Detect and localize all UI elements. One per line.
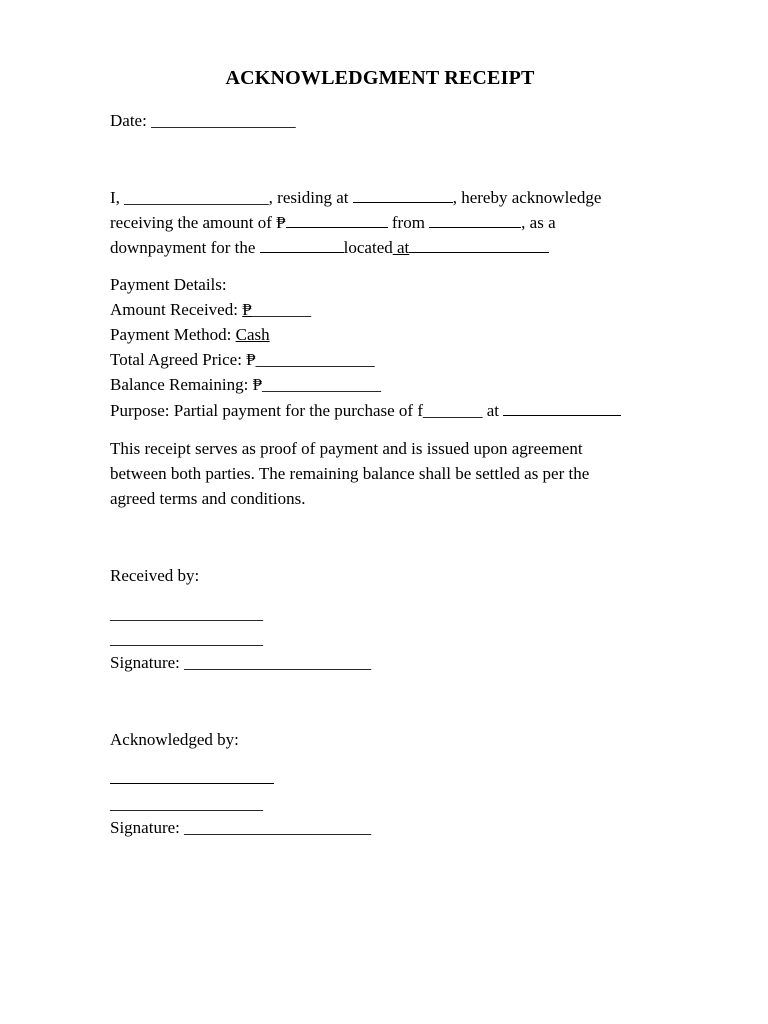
- peso-sign: ₱: [242, 300, 252, 319]
- intro-text: at: [392, 238, 410, 257]
- date-line: Date: _________________: [110, 111, 296, 130]
- intro-text: downpayment for the: [110, 238, 260, 257]
- balance-remaining-line: Balance Remaining: ₱______________: [110, 375, 382, 394]
- statement-line-2: between both parties. The remaining balance shall be settled as per the: [110, 464, 590, 483]
- purpose-line: [110, 400, 621, 421]
- address-blank: [353, 187, 453, 203]
- intro-line-2: [110, 212, 556, 233]
- purpose-text: Purpose: Partial payment for the purchase of f_______ at: [110, 401, 504, 420]
- amount-received-blank: _______: [251, 300, 312, 319]
- received-name-line: __________________: [110, 629, 263, 648]
- purpose-blank: [503, 400, 621, 416]
- intro-line-3: [110, 237, 549, 258]
- document-title: ACKNOWLEDGMENT RECEIPT: [225, 67, 535, 89]
- intro-text: , as a: [521, 213, 556, 232]
- total-agreed-price-line: Total Agreed Price: ₱______________: [110, 350, 375, 369]
- received-by-label: Received by:: [110, 566, 200, 585]
- amount-received-line: [110, 300, 311, 320]
- intro-line-1: [110, 187, 601, 208]
- acknowledged-name-line: __________________: [110, 794, 263, 813]
- intro-text: from: [387, 213, 430, 232]
- intro-text: receiving the amount of ₱: [110, 213, 286, 232]
- amount-received-label: Amount Received:: [110, 300, 243, 319]
- intro-text: I,: [110, 188, 125, 207]
- payment-method-line: [110, 325, 270, 345]
- acknowledged-name-blank: [110, 768, 274, 784]
- intro-text: located: [343, 238, 393, 257]
- intro-text: , hereby acknowledge: [452, 188, 602, 207]
- acknowledged-by-label: Acknowledged by:: [110, 730, 239, 749]
- name-blank: _________________: [124, 188, 269, 207]
- property-blank: [260, 237, 344, 253]
- intro-text: , residing at: [268, 188, 353, 207]
- payment-method-value: Cash: [235, 325, 270, 344]
- payment-details-heading: Payment Details:: [110, 275, 227, 294]
- from-blank: [429, 212, 521, 228]
- acknowledged-signature-line: Signature: ______________________: [110, 818, 372, 837]
- statement-line-1: This receipt serves as proof of payment and is issued upon agreement: [110, 439, 583, 458]
- statement-line-3: agreed terms and conditions.: [110, 489, 306, 508]
- location-blank: [409, 237, 549, 253]
- received-name-line: __________________: [110, 604, 263, 623]
- acknowledged-name-line: [110, 768, 274, 789]
- amount-blank: [286, 212, 388, 228]
- received-signature-line: Signature: ______________________: [110, 653, 372, 672]
- payment-method-label: Payment Method:: [110, 325, 236, 344]
